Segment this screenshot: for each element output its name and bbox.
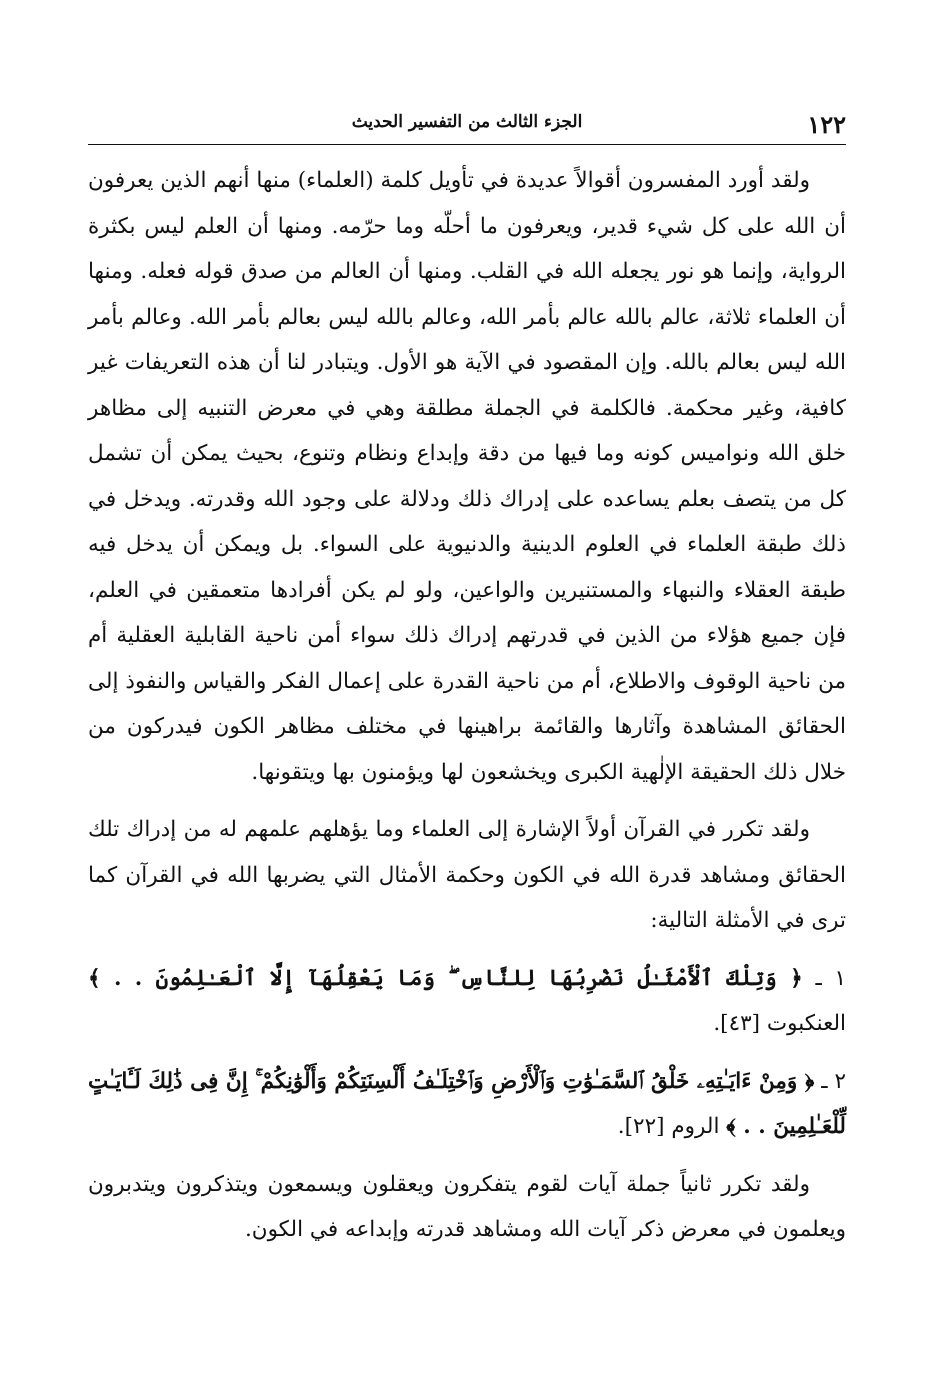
paragraph-quran-references: ولقد تكرر في القرآن أولاً الإشارة إلى العلماء وما يؤهلهم علمهم له من إدراك تلك الحقائق ومشاهد قدرة الله في الكون وحكمة الأمثال التي يضربها الله في القرآن كما ترى في الأمثلة التالية: [88, 817, 846, 933]
paragraph-spacer [88, 1047, 846, 1059]
running-header-title: الجزء الثالث من التفسير الحديث [351, 112, 583, 132]
quran-verse: ﴿ وَمِنْ ءَايَـٰتِهِۦ خَلْقُ ٱلسَّمَـٰوَٰتِ وَٱلْأَرْضِ وَٱخْتِلَـٰفُ أَلْسِنَتِكُمْ وَأَلْوَٰنِكُمْ ۚ إِنَّ فِى ذَٰلِكَ لَـَٔايَـٰتٍ لِّلْعَـٰلِمِينَ . . ﴾ [88, 1068, 846, 1139]
surah-reference: الروم [٢٢]. [617, 1114, 720, 1139]
paragraph-closing: ولقد تكرر ثانياً جملة آيات لقوم يتفكرون ويعقلون ويسمعون ويتذكرون ويتدبرون ويعلمون في معرض ذكر آيات الله ومشاهد قدرته وإبداعه في الكون. [88, 1171, 846, 1242]
paragraph-spacer [88, 1150, 846, 1162]
paragraph-spacer [88, 944, 846, 956]
page-number: ١٢٢ [807, 110, 846, 139]
quran-verse: ﴿ وَتِلْكَ ٱلْأَمْثَـٰلُ نَضْرِبُهَا لِلنَّاسِ ۖ وَمَا يَعْقِلُهَآ إِلَّا ٱلْعَـٰلِمُونَ . . ﴾ [88, 965, 803, 991]
surah-reference: العنكبوت [٤٣]. [713, 1011, 846, 1036]
example-item-2 [88, 1059, 846, 1150]
example-number: ٢ ـ [821, 1068, 846, 1094]
example-number: ١ ـ [815, 965, 846, 991]
paragraph-ulama-definitions: ولقد أورد المفسرون أقوالاً عديدة في تأويل كلمة (العلماء) منها أنهم الذين يعرفون أن الله على كل شيء قدير، ويعرفون ما أحلّه وما حرّمه. ومنها أن العلم ليس بكثرة الرواية، وإنما هو نور يجعله الله في القلب. ومنها أن العالم من صدق قوله فعله. ومنها أن العلماء ثلاثة، عالم بالله عالم بأمر الله، وعالم بالله ليس بعالم بأمر الله. وعالم بأمر الله ليس بعالم بالله. وإن المقصود في الآية هو الأول. ويتبادر لنا أن هذه التعريفات غير كافية، وغير محكمة. فالكلمة في الجملة مطلقة وهي في معرض التنبيه إلى مظاهر خلق الله ونواميس كونه وما فيها من دقة وإبداع ونظام وتنوع، بحيث يمكن أن تشمل كل من يتصف بعلم يساعده على إدراك ذلك ودلالة على وجود الله وقدرته. ويدخل في ذلك طبقة العلماء في العلوم الدينية والدنيوية على السواء. بل ويمكن أن يدخل فيه طبقة العقلاء والنبهاء والمستنيرين والواعين، ولو لم يكن أفرادها متعمقين في العلم، فإن جميع هؤلاء من الذين في قدرتهم إدراك ذلك سواء أمن ناحية القابلية العقلية أم من ناحية الوقوف والاطلاع، أم من ناحية القدرة على إعمال الفكر والقياس والنفوذ إلى الحقائق المشاهدة وآثارها والقائمة براهينها في مختلف مظاهر الكون فيدركون من خلال ذلك الحقيقة الإلٰهية الكبرى ويخشعون لها ويؤمنون بها ويتقونها. [88, 168, 846, 785]
page-body [88, 158, 846, 1253]
running-header [88, 108, 846, 145]
paragraph-spacer [88, 795, 846, 807]
example-item-1 [88, 956, 846, 1047]
